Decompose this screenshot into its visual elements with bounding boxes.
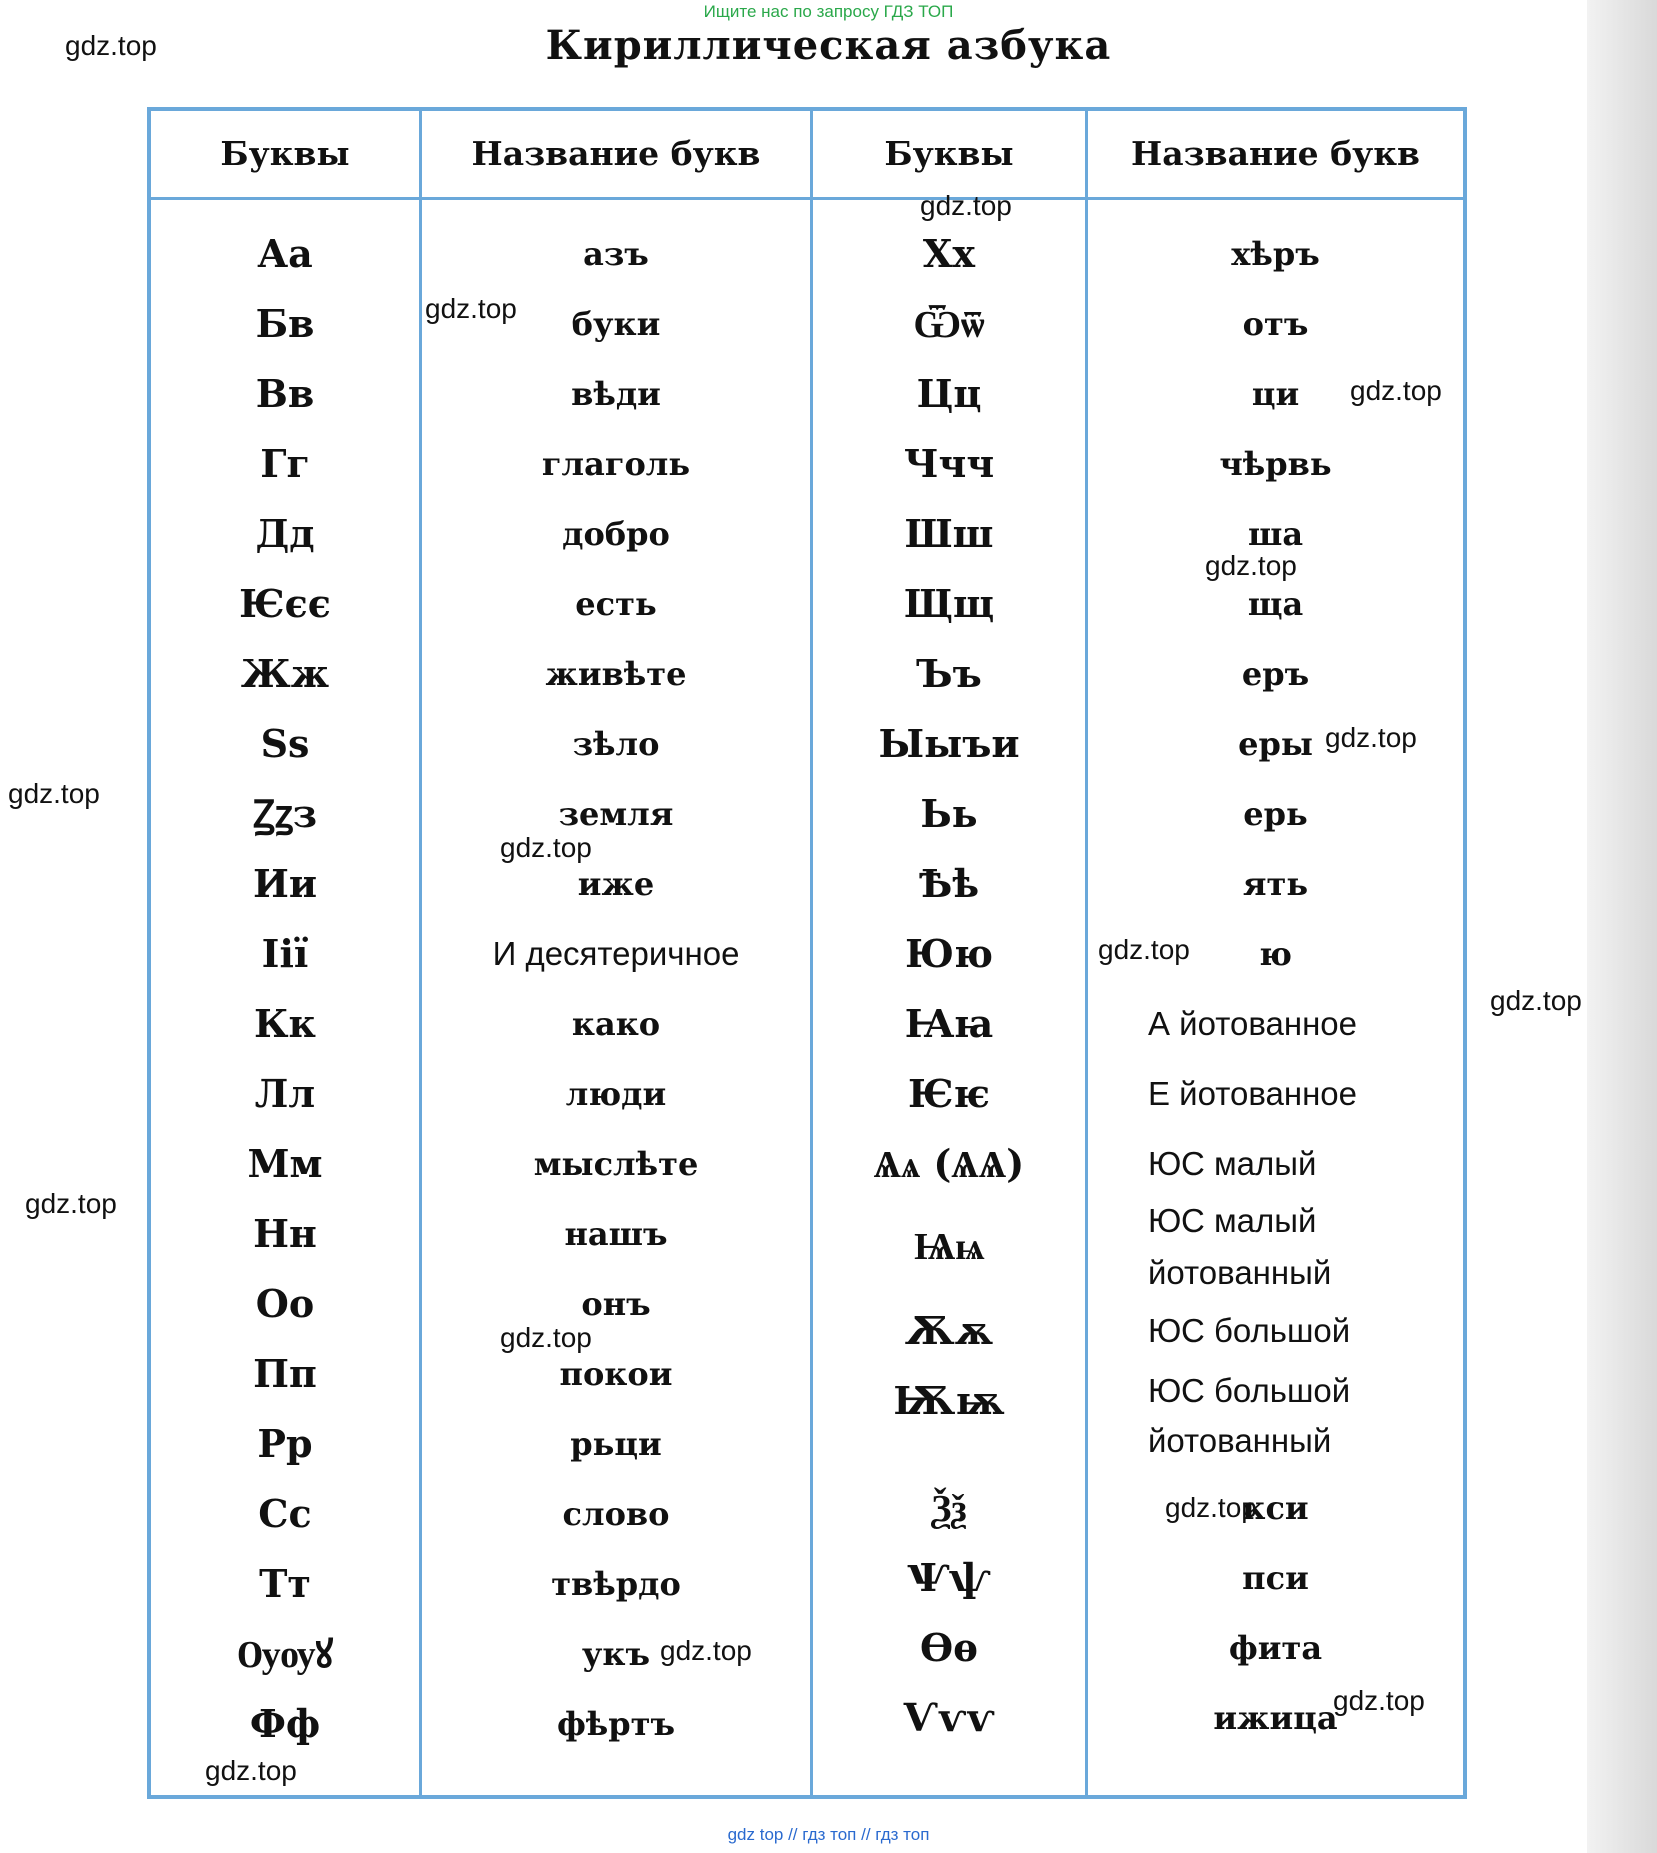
watermark: gdz.top (1205, 550, 1297, 581)
letter-glyph: Кк (253, 1001, 316, 1046)
letter-glyph: Сс (258, 1491, 312, 1536)
letter-name: ю (1259, 935, 1292, 973)
letter-name: И десятеричное (492, 935, 740, 972)
watermark: gdz.top (8, 778, 100, 809)
letter-name: живѣте (545, 655, 687, 693)
letter-name: есть (575, 585, 657, 623)
letter-name: люди (565, 1075, 667, 1113)
letter-glyph: Дд (255, 511, 315, 556)
letter-name: буки (571, 305, 661, 343)
letter-name: добро (562, 515, 670, 553)
letter-glyph: Ъъ (916, 651, 982, 696)
table-row (151, 849, 1463, 919)
letter-glyph: Юю (905, 931, 993, 976)
letter-glyph: Нн (253, 1211, 317, 1256)
letter-glyph: Ыыъи (878, 721, 1020, 766)
letter-glyph: Ѥєє (239, 581, 331, 626)
letter-glyph: Рр (257, 1421, 313, 1466)
watermark: gdz.top (1350, 375, 1442, 406)
letter-name: ять (1242, 865, 1309, 903)
letter-name: ЮС большой (1148, 1312, 1351, 1349)
table-row (151, 219, 1463, 289)
letter-name-line-1: ЮС большой (1148, 1372, 1351, 1409)
letter-name: ижица (1213, 1699, 1338, 1737)
letter-glyph: Тт (259, 1561, 311, 1606)
watermark: gdz.top (1098, 934, 1190, 965)
letter-name: хѣръ (1231, 235, 1320, 273)
table-row (151, 1613, 1463, 1683)
table-row (151, 919, 1463, 989)
letter-glyph: Бв (255, 301, 315, 346)
watermark: gdz.top (205, 1755, 297, 1786)
watermark: gdz.top (65, 30, 157, 61)
letter-glyph: Ѣѣ (918, 861, 980, 906)
letter-glyph: Аа (257, 231, 313, 276)
letter-glyph: Ии (252, 861, 318, 906)
watermark: gdz.top (25, 1188, 117, 1219)
table-row (151, 1296, 1463, 1366)
letter-glyph: Гг (260, 441, 310, 486)
letter-name: твѣрдо (551, 1565, 681, 1603)
letter-glyph: Жж (240, 651, 330, 696)
table-row (151, 779, 1463, 849)
page-edge-shadow (1587, 0, 1657, 1853)
letter-name: покои (559, 1355, 673, 1393)
table-row (151, 709, 1463, 779)
letter-glyph: Iiї (261, 931, 309, 976)
letter-name-line-2: йотованный (1148, 1254, 1332, 1291)
letter-glyph: Шш (904, 511, 994, 556)
table-row (151, 1366, 1463, 1466)
letter-glyph: Ччч (903, 441, 995, 486)
letter-glyph: Ьь (920, 791, 978, 836)
letter-name: иже (577, 865, 655, 903)
watermark: gdz.top (660, 1635, 752, 1666)
table-row (151, 1683, 1463, 1753)
table-row (151, 1059, 1463, 1129)
letter-glyph: Ꙁꙁз (252, 791, 318, 836)
table-row (151, 989, 1463, 1059)
top-banner[interactable]: Ищите нас по запросу ГДЗ ТОП (703, 2, 954, 21)
letter-name: укъ (581, 1635, 651, 1673)
letter-name: глаголь (541, 445, 691, 483)
table-row (151, 639, 1463, 709)
watermark: gdz.top (500, 832, 592, 863)
letter-glyph: Фф (249, 1701, 321, 1746)
letter-glyph: Ѫѫ (904, 1308, 994, 1353)
table-row (151, 429, 1463, 499)
watermark: gdz.top (1333, 1685, 1425, 1716)
letter-glyph: Лл (254, 1071, 316, 1116)
watermark: gdz.top (425, 293, 517, 324)
letter-name: азъ (583, 235, 649, 273)
letter-name-part: ЮС малый (1148, 1202, 1317, 1239)
letter-glyph: Ѧѧ (ѦѦ) (873, 1141, 1025, 1186)
table-row (151, 1129, 1463, 1199)
letter-glyph: Ѱѱ (907, 1555, 991, 1600)
letter-glyph: Оо (255, 1281, 315, 1326)
letter-name: кси (1242, 1489, 1309, 1527)
letter-name: отъ (1242, 305, 1309, 343)
header-divider (151, 197, 1463, 200)
table-row (151, 1543, 1463, 1613)
letter-glyph: Ѕѕ (260, 721, 310, 766)
letter-name: вѣди (571, 375, 661, 413)
letter-name: пси (1242, 1559, 1309, 1597)
letter-glyph: Ѹѹꙋ (236, 1631, 334, 1676)
letter-glyph: Мм (247, 1141, 323, 1186)
letter-glyph: Пп (253, 1351, 317, 1396)
letter-name: фѣртъ (556, 1705, 676, 1743)
letter-glyph: Ꙗꙗ (904, 1001, 994, 1046)
letter-glyph: Ѭѭ (893, 1378, 1005, 1423)
letter-name: земля (558, 795, 674, 833)
letter-glyph: Ѳѳ (920, 1625, 978, 1670)
letter-name: како (571, 1005, 661, 1043)
watermark: gdz.top (1325, 722, 1417, 753)
letter-name: зѣло (572, 725, 660, 763)
table-row (151, 289, 1463, 359)
watermark: gdz.top (1165, 1492, 1257, 1523)
watermark: gdz.top (500, 1322, 592, 1353)
header-letters-right: Буквы (884, 134, 1014, 173)
letter-name: фита (1228, 1629, 1323, 1667)
letter-name: рьци (570, 1425, 662, 1463)
letter-glyph: Ѥѥ (907, 1071, 991, 1116)
header-names-left: Название букв (471, 134, 761, 173)
letter-glyph: Ѩѩ (913, 1223, 985, 1268)
letter-name: ЮС малый (1148, 1145, 1317, 1182)
letter-name: нашъ (564, 1215, 668, 1253)
table-row (151, 359, 1463, 429)
letter-name: онъ (581, 1285, 651, 1323)
letter-name: ерь (1243, 795, 1308, 833)
letter-name-line-2: йотованный (1148, 1422, 1332, 1459)
letter-glyph: Ѵѵѵ (903, 1695, 995, 1740)
letter-glyph: Ѿѿ (913, 301, 985, 346)
letter-name: ша (1247, 515, 1304, 553)
bottom-banner[interactable]: gdz top // гдз топ // гдз топ (727, 1825, 930, 1844)
letter-name: еры (1238, 725, 1313, 763)
letter-glyph: Цц (916, 371, 982, 416)
watermark: gdz.top (1490, 985, 1582, 1016)
letter-name: мыслѣте (533, 1145, 699, 1183)
letter-glyph: Щщ (903, 581, 995, 626)
letter-name: еръ (1241, 655, 1310, 693)
letter-glyph: Ѯѯ (931, 1485, 967, 1530)
table-row (151, 1196, 1463, 1296)
letter-name: Е йотованное (1148, 1075, 1358, 1112)
letter-name: ща (1247, 585, 1304, 623)
letter-name: слово (562, 1495, 670, 1533)
page-title: Кириллическая азбука (545, 22, 1112, 69)
header-names-right: Название букв (1131, 134, 1420, 173)
header-letters-left: Буквы (220, 134, 350, 173)
table-row (151, 1473, 1463, 1543)
letter-glyph: Вв (255, 371, 315, 416)
letter-glyph: Хх (922, 231, 976, 276)
letter-name: А йотованное (1148, 1005, 1358, 1042)
letter-name: чѣрвь (1219, 445, 1332, 483)
alphabet-table (147, 107, 1467, 1799)
letter-name: ци (1251, 375, 1300, 413)
watermark: gdz.top (920, 190, 1012, 221)
